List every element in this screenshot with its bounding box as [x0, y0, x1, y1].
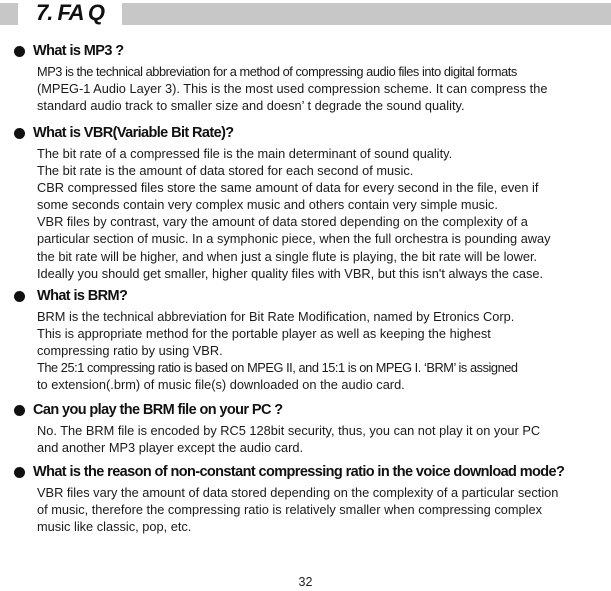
bullet-icon — [14, 46, 25, 57]
faq-item-brm — [0, 287, 611, 393]
faq-item-mp3 — [0, 42, 611, 114]
page-number: 32 — [298, 575, 313, 589]
faq-question: What is VBR(Variable Bit Rate)? — [0, 124, 611, 142]
faq-question: What is MP3 ? — [0, 42, 611, 60]
bullet-icon — [14, 128, 25, 139]
faq-answer: No. The BRM file is encoded by RC5 128bit security, thus, you can not play it on your PC and another MP3 player except the audio card. — [37, 423, 541, 456]
faq-item-pc — [0, 401, 611, 456]
page-title: 7. FA Q — [36, 0, 104, 25]
header-bar-left — [0, 3, 18, 25]
faq-question: Can you play the BRM file on your PC ? — [0, 401, 611, 419]
faq-answer: The bit rate of a compressed file is the main determinant of sound quality. The bit rate is the amount of data stored for each second of music. CBR compressed files store the same amount of data for every second in the file, even if some seconds contain very complex music and others contain very simple music. VBR files by contrast, vary the amount of data stored depending on the complexity of a particular section of music. In a symphonic piece, when the full orchestra is pounding away the bit rate will be higher, and when just a single flute is playing, the bit rate will be lower. Ideally you should get smaller, higher quality files with VBR, but this isn't always the case. — [37, 146, 551, 281]
faq-item-voice-download — [0, 463, 611, 535]
faq-question: What is the reason of non-constant compressing ratio in the voice download mode? — [0, 463, 611, 481]
faq-question: What is BRM? — [0, 287, 611, 305]
faq-answer: MP3 is the technical abbreviation for a method of compressing audio files into digital formats (MPEG-1 Audio Layer 3). This is the most used compression scheme. It can compress the standard audio track to smaller size and doesn’ t degrade the sound quality. — [37, 64, 548, 114]
faq-item-vbr — [0, 124, 611, 282]
bullet-icon — [14, 291, 25, 302]
faq-answer: BRM is the technical abbreviation for Bit Rate Modification, named by Etronics Corp. This is appropriate method for the portable player as well as keeping the highest compressing ratio by using VBR. The 25:1 compressing ratio is based on MPEG II, and 15:1 is on MPEG I. ‘BRM’ is assigned to extension(.brm) of music file(s) downloaded on the audio card. — [37, 309, 518, 393]
bullet-icon — [14, 467, 25, 478]
bullet-icon — [14, 405, 25, 416]
header-bar-right — [122, 3, 611, 25]
faq-answer: VBR files vary the amount of data stored depending on the complexity of a particular section of music, therefore the compressing ratio is relatively smaller when compressing complex music like classic, pop, etc. — [37, 485, 559, 535]
